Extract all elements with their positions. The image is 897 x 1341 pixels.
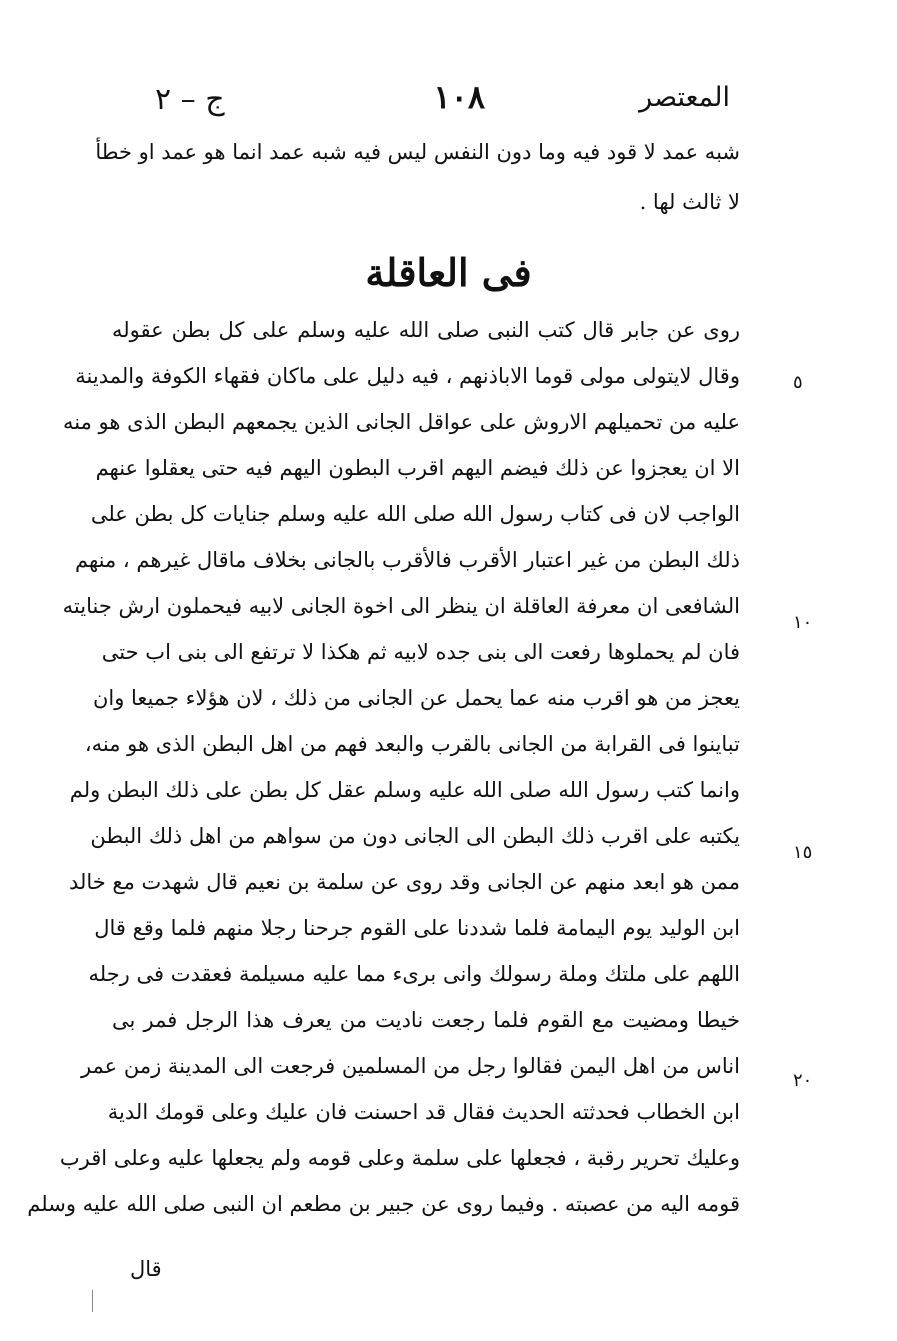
text-line: اناس من اهل اليمن فقالوا رجل من المسلمين فرجعت الى المدينة زمن عمر xyxy=(80,1054,740,1078)
volume-label: ج – ٢ xyxy=(155,82,225,117)
text-line: يكتبه على اقرب ذلك البطن الى الجانى دون من سواهم من اهل ذلك البطن xyxy=(90,824,740,848)
text-line: ابن الوليد يوم اليمامة فلما شددنا على القوم جرحنا رجلا منهم فلما وقع قال xyxy=(94,916,740,940)
text-line: خيطا ومضيت مع القوم فلما رجعت ناديت من يعرف هذا الرجل فمر بى xyxy=(112,1008,740,1032)
text-line: ممن هو ابعد منهم عن الجانى وقد روى عن سلمة بن نعيم قال شهدت مع خالد xyxy=(68,870,740,894)
text-line: ابن الخطاب فحدثته الحديث فقال قد احسنت فان عليك وعلى قومك الدية xyxy=(107,1100,740,1124)
text-line: فان لم يحملوها رفعت الى بنى جده لابيه ثم هكذا لا ترتفع الى بنى اب حتى xyxy=(101,640,740,664)
section-title: فى العاقلة xyxy=(365,250,532,295)
text-line: وانما كتب رسول الله صلى الله عليه وسلم عقل كل بطن على ذلك البطن ولم xyxy=(69,778,740,802)
running-title: المعتصر xyxy=(639,82,730,113)
text-line: وعليك تحرير رقبة ، فجعلها على سلمة وعلى قومه ولم يجعلها عليه وعلى اقرب xyxy=(59,1146,740,1170)
text-line: لا ثالث لها . xyxy=(639,190,740,214)
line-number: ٥ xyxy=(793,372,803,393)
text-line: الواجب لان فى كتاب رسول الله صلى الله عليه وسلم جنايات كل بطن على xyxy=(90,502,740,526)
page-number: ١٠٨ xyxy=(433,78,485,116)
text-line: الا ان يعجزوا عن ذلك فيضم اليهم اقرب البطون اليهم فيه حتى يعقلوا عنهم xyxy=(95,456,740,480)
page-header xyxy=(110,78,750,122)
text-line: قومه اليه من عصبته . وفيما روى عن جبير بن مطعم ان النبى صلى الله عليه وسلم xyxy=(27,1192,740,1216)
text-line: يعجز من هو اقرب منه عما يحمل عن الجانى من ذلك ، لان هؤلاء جميعا وان xyxy=(92,686,740,710)
text-line: اللهم على ملتك وملة رسولك وانى برىء مما عليه مسيلمة فعقدت فى رجله xyxy=(88,962,740,986)
text-line: شبه عمد لا قود فيه وما دون النفس ليس فيه شبه عمد انما هو عمد او خطأ xyxy=(95,140,740,164)
text-line: تباينوا فى القرابة من الجانى بالقرب والبعد فهم من اهل البطن الذى هو منه، xyxy=(84,732,740,756)
text-line: عليه من تحميلهم الاروش على عواقل الجانى الذين يجمعهم البطن الذى هو منه xyxy=(63,410,740,434)
catchword: قال xyxy=(130,1257,162,1281)
text-line: روى عن جابر قال كتب النبى صلى الله عليه وسلم على كل بطن عقوله xyxy=(112,318,740,342)
text-line: الشافعى ان معرفة العاقلة ان ينظر الى اخوة الجانى لابيه فيحملون ارش جنايته xyxy=(62,594,740,618)
text-line: ذلك البطن من غير اعتبار الأقرب فالأقرب بالجانى بخلاف ماقال غيرهم ، منهم xyxy=(74,548,740,572)
scan-margin-mark xyxy=(92,1290,93,1312)
line-number: ١٠ xyxy=(793,612,813,633)
line-number: ١٥ xyxy=(793,842,813,863)
text-line: وقال لايتولى مولى قوما الاباذنهم ، فيه دليل على ماكان فقهاء الكوفة والمدينة xyxy=(75,364,740,388)
line-number: ٢٠ xyxy=(793,1070,813,1091)
